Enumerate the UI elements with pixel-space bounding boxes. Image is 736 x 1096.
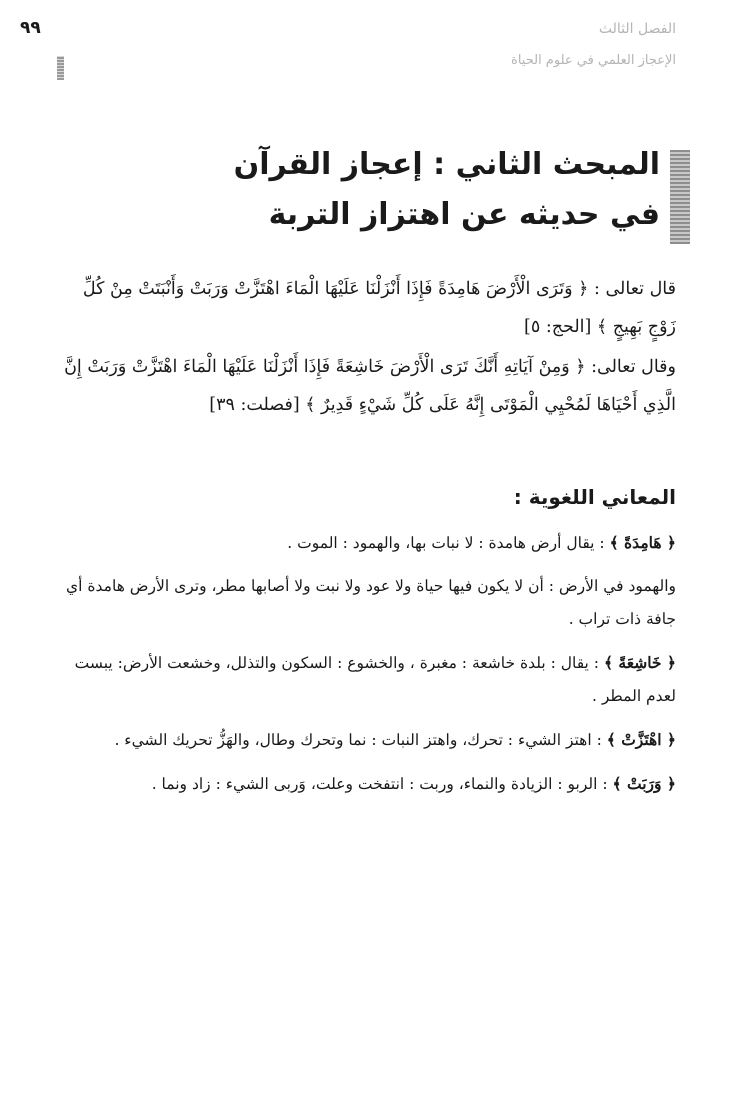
- definition-humud: [60, 570, 676, 636]
- verse-1-line-1: قال تعالى : ﴿ وَتَرَى الْأَرْضَ هَامِدَةً فَإِذَا أَنْزَلْنَا عَلَيْهَا الْمَاءَ اهْتَزَّتْ وَرَبَتْ وَأَنْبَتَتْ مِنْ كُلِّ: [82, 279, 676, 299]
- definition-term: ﴿ هَامِدَةً ﴾: [609, 533, 676, 552]
- definition-rabat: [60, 767, 676, 801]
- definition-term: ﴿ خَاشِعَةً ﴾: [603, 653, 676, 672]
- definition-ihtazzat: [60, 723, 676, 757]
- page-body: [60, 270, 676, 811]
- verse-2-line-1: وقال تعالى: ﴿ وَمِنْ آيَاتِهِ أَنَّكَ تَرَى الْأَرْضَ خَاشِعَةً فَإِذَا أَنْزَلْنَا عَلَيْهَا الْمَاءَ اهْتَزَّتْ وَرَبَتْ إِنَّ: [64, 357, 676, 377]
- definition-term: ﴿ اهْتَزَّتْ ﴾: [606, 730, 676, 749]
- section-title-block: [233, 140, 690, 248]
- running-header-book: الإعجاز العلمي في علوم الحياة: [511, 53, 676, 68]
- definition-text: : الربو : الزيادة والنماء، وربت : انتفخت وعلت، وَربى الشيء : زاد ونما .: [151, 775, 613, 793]
- definition-text: : يقال أرض هامدة : لا نبات بها، والهمود : الموت .: [287, 534, 610, 552]
- running-header-chapter: الفصل الثالث: [598, 21, 676, 37]
- definition-text: : يقال : بلدة خاشعة : مغبرة ، والخشوع : السكون والتذلل، وخشعت الأرض: يبست لعدم المطر .: [74, 654, 676, 705]
- page-number: ٩٩: [20, 18, 41, 38]
- meanings-heading: المعاني اللغوية :: [513, 485, 676, 509]
- running-header: [511, 18, 676, 72]
- section-title-line-2: في حديثه عن اهتزاز التربة: [268, 197, 660, 232]
- definition-term: ﴿ وَرَبَتْ ﴾: [612, 774, 676, 793]
- verse-paragraph-2: [60, 348, 676, 424]
- definition-text: والهمود في الأرض : أن لا يكون فيها حياة ولا عود ولا نبت ولا أصابها مطر، وترى الأرض هامدة أي جافة ذات تراب .: [66, 577, 676, 628]
- verse-1-line-2: زَوْجٍ بَهِيجٍ ﴾ [الحج: ٥]: [524, 317, 676, 337]
- definition-hamida: [60, 526, 676, 560]
- definition-khashia: [60, 646, 676, 713]
- section-title-decoration-bar: [670, 150, 690, 244]
- header-decoration-bar: [57, 56, 64, 80]
- section-title: [234, 140, 660, 240]
- definition-text: : اهتز الشيء : تحرك، واهتز النبات : نما وتحرك وطال، والهَزُّ تحريك الشيء .: [114, 731, 607, 749]
- verse-paragraph-1: [60, 270, 676, 346]
- section-title-line-1: المبحث الثاني : إعجاز القرآن: [233, 147, 660, 182]
- verse-2-line-2: الَّذِي أَحْيَاهَا لَمُحْيِي الْمَوْتَى إِنَّهُ عَلَى كُلِّ شَيْءٍ قَدِيرٌ ﴾ [فصلت: ٣٩]: [209, 395, 676, 415]
